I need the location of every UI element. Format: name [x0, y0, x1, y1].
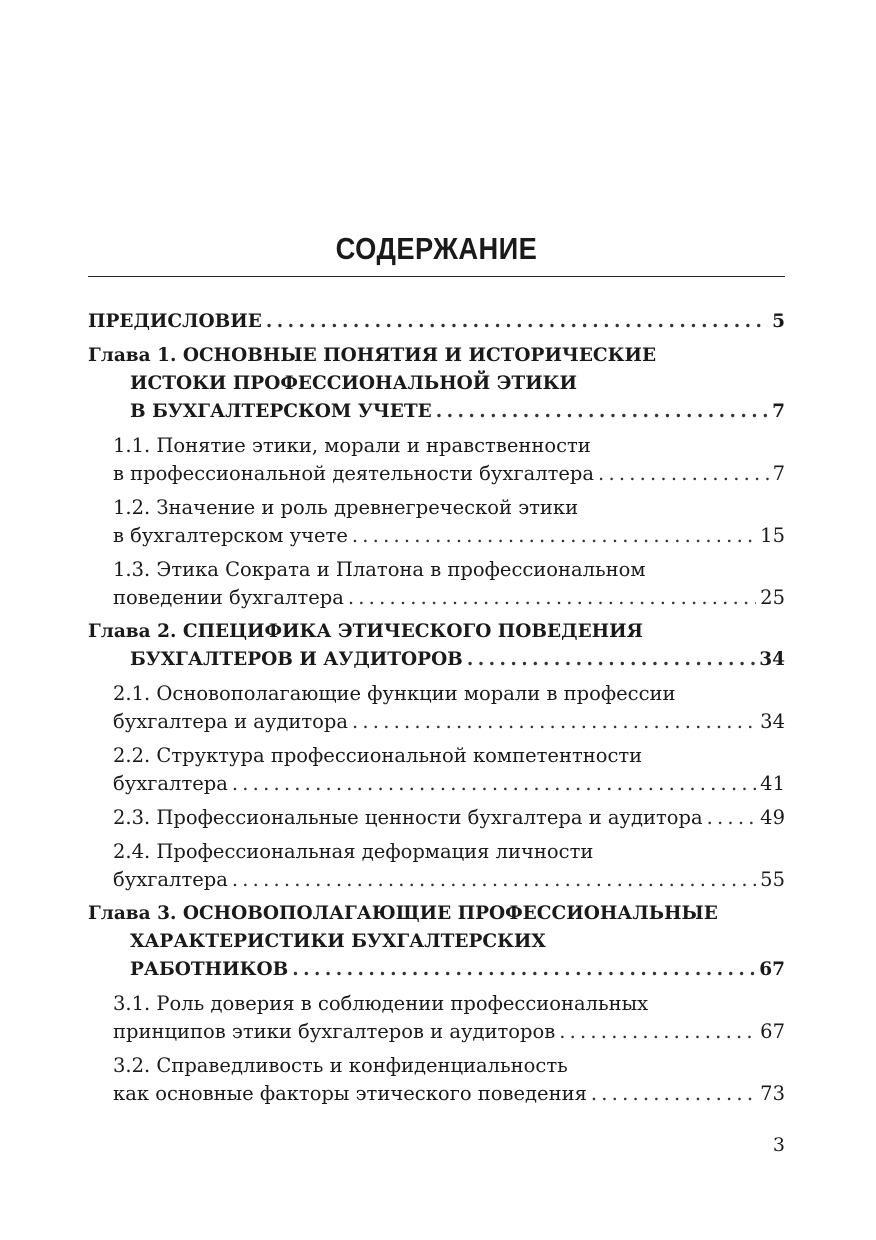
- toc-section: [88, 838, 785, 894]
- toc-line: [113, 460, 785, 488]
- toc-line: [113, 838, 785, 866]
- toc-page-number: 34: [759, 649, 785, 670]
- toc-chapter: [88, 900, 785, 984]
- toc-line: [113, 432, 785, 460]
- toc-section: [88, 804, 785, 832]
- dot-leader: [591, 1080, 756, 1108]
- toc-line: [113, 990, 785, 1018]
- dot-leader: [232, 866, 756, 894]
- toc-line: [113, 522, 785, 550]
- toc-entry-text: РАБОТНИКОВ: [130, 959, 289, 980]
- toc-line: [113, 556, 785, 584]
- toc-line: [88, 342, 785, 370]
- toc-entry-text: БУХГАЛТЕРОВ И АУДИТОРОВ: [130, 649, 463, 670]
- toc-line: [113, 770, 785, 798]
- toc-entry-text: 2.4. Профессиональная деформация личности: [113, 840, 594, 863]
- toc-page-number: 55: [760, 868, 785, 891]
- toc-entry-text: Глава 1. ОСНОВНЫЕ ПОНЯТИЯ И ИСТОРИЧЕСКИЕ: [88, 345, 657, 366]
- dot-leader: [436, 398, 768, 426]
- toc-entry-text: 3.1. Роль доверия в соблюдении профессиональных: [113, 992, 649, 1015]
- toc-page-number: 67: [760, 1020, 785, 1043]
- dot-leader: [352, 708, 756, 736]
- toc-page-number: 73: [760, 1082, 785, 1105]
- toc-section: [88, 990, 785, 1046]
- dot-leader: [352, 522, 756, 550]
- toc-line: [88, 928, 785, 956]
- toc-line: [113, 1052, 785, 1080]
- dot-leader: [232, 770, 756, 798]
- toc-entry-text: бухгалтера и аудитора: [113, 710, 349, 733]
- toc-entry-text: 2.2. Структура профессиональной компетентности: [113, 744, 643, 767]
- page-number: 3: [772, 1134, 785, 1156]
- toc-entry-text: бухгалтера: [113, 868, 228, 891]
- toc-entry-text: 2.1. Основополагающие функции морали в профессии: [113, 682, 676, 705]
- toc-page-number: 25: [760, 586, 785, 609]
- toc-entry-text: как основные факторы этического поведения: [113, 1082, 587, 1105]
- toc-page-number: 67: [759, 959, 785, 980]
- toc-line: [113, 1018, 785, 1046]
- toc-line: [88, 308, 785, 336]
- toc-entry-text: 3.2. Справедливость и конфиденциальность: [113, 1054, 568, 1077]
- toc-entry-text: в профессиональной деятельности бухгалтера: [113, 462, 595, 485]
- toc-page-number: 7: [772, 401, 785, 422]
- toc-entry-text: в бухгалтерском учете: [113, 524, 348, 547]
- toc-page-number: 49: [760, 806, 785, 829]
- toc-line: [113, 494, 785, 522]
- toc-line: [88, 646, 785, 674]
- toc-page-number: 7: [772, 462, 785, 485]
- dot-leader: [292, 956, 755, 984]
- toc-line: [88, 956, 785, 984]
- dot-leader: [348, 584, 756, 612]
- toc-entry-text: поведении бухгалтера: [113, 586, 344, 609]
- toc-entry-text: Глава 3. ОСНОВОПОЛАГАЮЩИЕ ПРОФЕССИОНАЛЬНЫЕ: [88, 903, 718, 924]
- toc-entry-text: бухгалтера: [113, 772, 228, 795]
- toc-line: [88, 370, 785, 398]
- toc-line: [113, 804, 785, 832]
- dot-leader: [266, 308, 768, 336]
- toc-line: [88, 398, 785, 426]
- toc-page-number: 5: [772, 311, 785, 332]
- toc-line: [113, 1080, 785, 1108]
- toc-section: [88, 494, 785, 550]
- toc-entry-text: 1.3. Этика Сократа и Платона в профессиональном: [113, 558, 646, 581]
- toc-line: [113, 708, 785, 736]
- toc-entry-text: ПРЕДИСЛОВИЕ: [88, 311, 262, 332]
- toc-page-number: 34: [760, 710, 785, 733]
- toc-chapter: [88, 308, 785, 336]
- toc-line: [113, 742, 785, 770]
- toc-section: [88, 432, 785, 488]
- page-title: СОДЕРЖАНИЕ: [335, 231, 538, 266]
- title-rule: [88, 276, 785, 277]
- table-of-contents: [88, 308, 785, 1114]
- toc-line: [88, 900, 785, 928]
- toc-section: [88, 556, 785, 612]
- dot-leader: [707, 804, 757, 832]
- dot-leader: [467, 646, 755, 674]
- toc-chapter: [88, 342, 785, 426]
- toc-section: [88, 1052, 785, 1108]
- toc-entry-text: принципов этики бухгалтеров и аудиторов: [113, 1020, 556, 1043]
- toc-entry-text: Глава 2. СПЕЦИФИКА ЭТИЧЕСКОГО ПОВЕДЕНИЯ: [88, 621, 643, 642]
- toc-entry-text: 1.2. Значение и роль древнегреческой этики: [113, 496, 579, 519]
- toc-section: [88, 742, 785, 798]
- toc-entry-text: 2.3. Профессиональные ценности бухгалтера и аудитора: [113, 806, 703, 829]
- dot-leader: [598, 460, 769, 488]
- toc-entry-text: ХАРАКТЕРИСТИКИ БУХГАЛТЕРСКИХ: [130, 931, 546, 952]
- toc-line: [113, 866, 785, 894]
- toc-entry-text: 1.1. Понятие этики, морали и нравственности: [113, 434, 591, 457]
- dot-leader: [559, 1018, 756, 1046]
- toc-section: [88, 680, 785, 736]
- toc-chapter: [88, 618, 785, 674]
- toc-line: [113, 680, 785, 708]
- toc-line: [88, 618, 785, 646]
- toc-page-number: 41: [760, 772, 785, 795]
- toc-line: [113, 584, 785, 612]
- toc-entry-text: В БУХГАЛТЕРСКОМ УЧЕТЕ: [130, 401, 432, 422]
- toc-entry-text: ИСТОКИ ПРОФЕССИОНАЛЬНОЙ ЭТИКИ: [130, 373, 577, 394]
- toc-page-number: 15: [760, 524, 785, 547]
